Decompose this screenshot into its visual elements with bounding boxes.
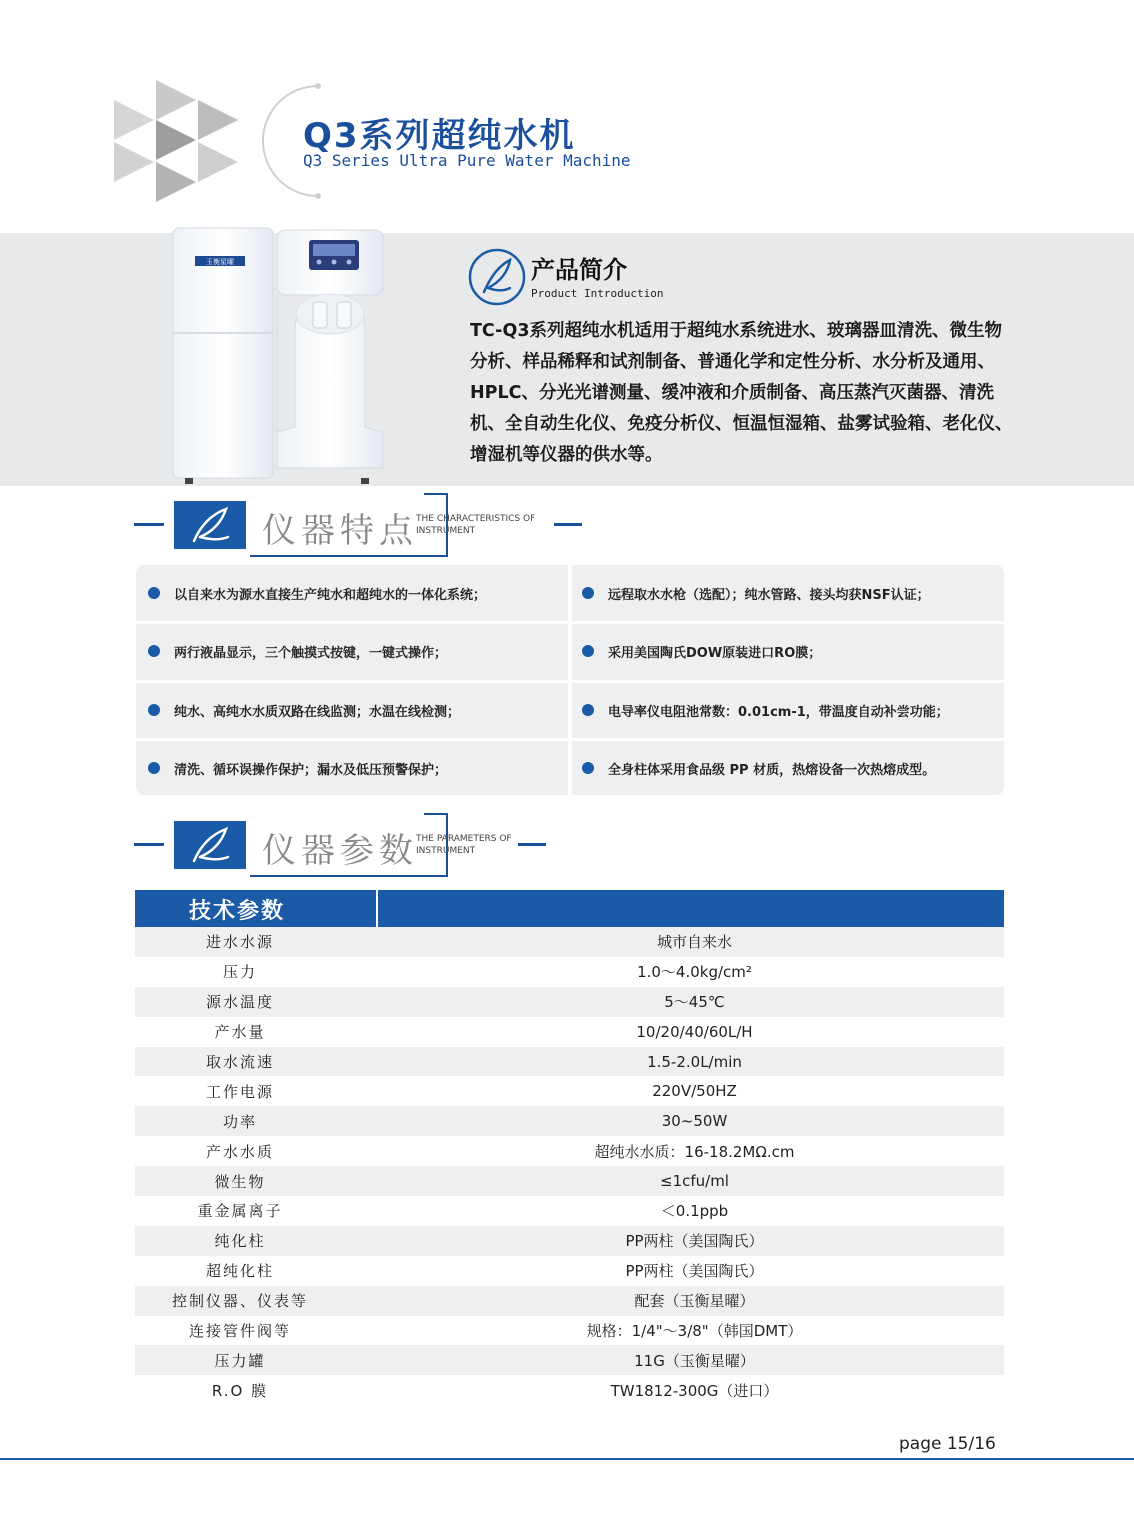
header-triangles-decoration xyxy=(114,80,254,202)
table-row xyxy=(135,1345,1004,1375)
intro-paragraph: TC-Q3系列超纯水机适用于超纯水系统进水、玻璃器皿清洗、微生物分析、样品稀释和试剂制备、普通化学和定性分析、水分析及通用、HPLC、分光光谱测量、缓冲液和介质制备、高压蒸汽灭菌器、清洗机、全自动生化仪、免疫分析仪、恒温恒湿箱、盐雾试验箱、老化仪、增湿机等仪器的供水等。 xyxy=(470,321,1013,465)
intro-title: 产品简介 xyxy=(531,256,627,284)
param-name: 工作电源 xyxy=(205,1082,274,1101)
feature-text: 远程取水水枪（选配）；纯水管路、接头均获NSF认证； xyxy=(608,587,930,603)
param-name: 功率 xyxy=(222,1112,257,1131)
product-logo-text: 玉衡星曜 xyxy=(206,258,234,266)
param-name: 源水温度 xyxy=(205,993,274,1012)
bullet-icon xyxy=(148,762,160,774)
feature-item xyxy=(582,565,930,621)
param-name: 进水水源 xyxy=(205,933,274,952)
section-dash-left xyxy=(134,843,164,846)
feature-text: 以自来水为源水直接生产纯水和超纯水的一体化系统； xyxy=(174,587,487,603)
section-dash-left xyxy=(134,523,164,526)
params-section-header xyxy=(134,813,574,883)
feature-item xyxy=(148,740,447,796)
table-row xyxy=(135,927,1004,957)
param-name: 产水水质 xyxy=(205,1142,274,1161)
feature-text: 纯水、高纯水水质双路在线监测；水温在线检测； xyxy=(174,704,461,720)
param-value: PP两柱（美国陶氏） xyxy=(625,1262,764,1281)
table-row xyxy=(135,1136,1004,1166)
table-row xyxy=(135,957,1004,987)
section-dash-right xyxy=(554,523,582,526)
table-header-separator xyxy=(376,890,378,927)
param-value: 5～45℃ xyxy=(664,993,725,1012)
product-image xyxy=(165,222,395,490)
param-value: 配套（玉衡星曜） xyxy=(634,1292,755,1311)
param-value: TW1812-300G（进口） xyxy=(610,1381,779,1400)
section-frame-top xyxy=(424,493,448,495)
param-value: 1.0～4.0kg/cm² xyxy=(637,963,752,982)
param-value: 30~50W xyxy=(661,1112,728,1131)
param-name: 压力罐 xyxy=(214,1351,266,1370)
table-header xyxy=(135,890,1004,927)
param-name: 控制仪器、仪表等 xyxy=(171,1292,308,1311)
param-name: R.O 膜 xyxy=(211,1381,269,1400)
table-row xyxy=(135,987,1004,1017)
bullet-icon xyxy=(148,704,160,716)
feather-logo-icon xyxy=(468,248,526,306)
bullet-icon xyxy=(148,645,160,657)
param-name: 超纯化柱 xyxy=(205,1262,274,1281)
table-row xyxy=(135,1226,1004,1256)
table-row xyxy=(135,1166,1004,1196)
feature-item xyxy=(582,682,949,738)
params-section-title: 仪器参数 xyxy=(262,831,418,871)
param-value: 1.5-2.0L/min xyxy=(647,1052,742,1071)
feature-item xyxy=(148,565,486,621)
page-title: Q3系列超纯水机 xyxy=(303,116,576,156)
feature-item xyxy=(148,682,460,738)
bullet-icon xyxy=(582,645,594,657)
page-subtitle: Q3 Series Ultra Pure Water Machine xyxy=(303,151,631,170)
param-value: 城市自来水 xyxy=(656,933,732,952)
param-name: 压力 xyxy=(222,963,257,982)
bullet-icon xyxy=(582,587,594,599)
feather-icon xyxy=(188,825,232,865)
bullet-icon xyxy=(148,587,160,599)
bullet-icon xyxy=(582,762,594,774)
param-value: 220V/50HZ xyxy=(652,1082,737,1101)
feature-item xyxy=(582,740,935,796)
features-section-title: 仪器特点 xyxy=(262,511,418,551)
param-value: 10/20/40/60L/H xyxy=(636,1022,753,1041)
table-row xyxy=(135,1256,1004,1286)
feature-text: 清洗、循环误操作保护；漏水及低压预警保护； xyxy=(174,762,448,778)
footer-line xyxy=(0,1458,1134,1460)
table-row xyxy=(135,1286,1004,1316)
param-name: 重金属离子 xyxy=(197,1202,283,1221)
param-value: PP两柱（美国陶氏） xyxy=(625,1232,764,1251)
feather-icon xyxy=(188,505,232,545)
section-icon-box xyxy=(174,821,246,869)
section-icon-box xyxy=(174,501,246,549)
param-name: 纯化柱 xyxy=(214,1232,266,1251)
param-value: ≤1cfu/ml xyxy=(660,1172,729,1191)
table-row xyxy=(135,1076,1004,1106)
table-row xyxy=(135,1316,1004,1346)
param-name: 取水流速 xyxy=(205,1053,274,1071)
features-section-subtitle: THE CHARACTERISTICS OF INSTRUMENT xyxy=(416,514,536,536)
feature-text: 电导率仪电阻池常数：0.01cm-1，带温度自动补尝功能； xyxy=(608,704,949,720)
params-table xyxy=(135,890,1004,1405)
feature-text: 两行液晶显示，三个触摸式按键，一键式操作； xyxy=(174,645,448,661)
param-value: 11G（玉衡星曜） xyxy=(634,1351,755,1370)
table-header-label: 技术参数 xyxy=(189,899,286,924)
param-value: ＜0.1ppb xyxy=(660,1202,729,1221)
params-section-subtitle: THE PARAMETERS OF INSTRUMENT xyxy=(416,834,512,856)
table-row xyxy=(135,1047,1004,1077)
param-name: 微生物 xyxy=(214,1172,266,1191)
features-section-header xyxy=(134,493,574,563)
features-panel xyxy=(136,565,1004,795)
page-number: page 15/16 xyxy=(899,1434,996,1454)
param-value: 超纯水水质：16-18.2MΩ.cm xyxy=(594,1142,795,1161)
intro-subtitle: Product Introduction xyxy=(531,287,664,300)
section-frame-top xyxy=(424,813,448,815)
table-row xyxy=(135,1196,1004,1226)
table-body xyxy=(135,927,1004,1405)
table-row xyxy=(135,1106,1004,1136)
table-row xyxy=(135,1375,1004,1405)
table-row xyxy=(135,1017,1004,1047)
section-dash-right xyxy=(518,843,546,846)
feature-text: 全身柱体采用食品级 PP 材质，热熔设备一次热熔成型。 xyxy=(608,762,936,778)
param-name: 产水量 xyxy=(214,1023,266,1042)
feature-item xyxy=(582,623,821,679)
feature-item xyxy=(148,623,447,679)
bullet-icon xyxy=(582,704,594,716)
param-name: 连接管件阀等 xyxy=(188,1322,291,1341)
param-value: 规格：1/4"～3/8"（韩国DMT） xyxy=(586,1322,803,1341)
feature-text: 采用美国陶氏DOW原装进口RO膜； xyxy=(608,645,822,661)
